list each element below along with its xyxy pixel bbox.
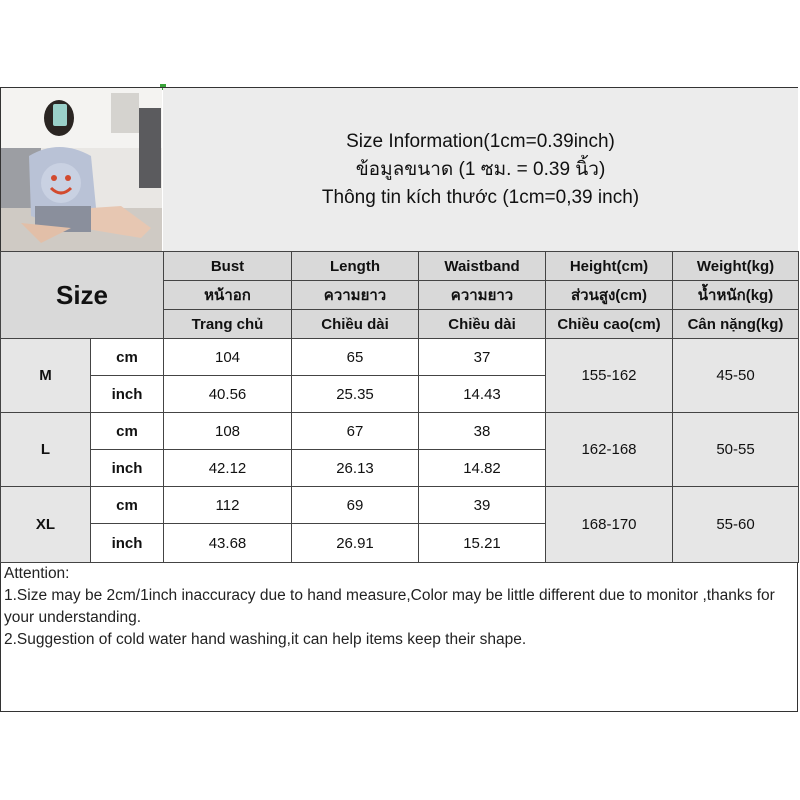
col-bust-th: หน้าอก (164, 281, 292, 310)
col-weight-en: Weight(kg) (673, 252, 799, 281)
product-photo-illustration (1, 88, 162, 251)
col-height-th: ส่วนสูง(cm) (546, 281, 673, 310)
table-row (1, 487, 799, 524)
size-label-l: L (1, 413, 91, 487)
unit-cm: cm (91, 487, 164, 524)
product-photo (1, 88, 162, 251)
title-panel (163, 88, 798, 251)
cell-length-cm: 67 (292, 413, 419, 450)
cell-height: 162-168 (546, 413, 673, 487)
table-row (1, 339, 799, 376)
cell-length-cm: 69 (292, 487, 419, 524)
col-length-en: Length (292, 252, 419, 281)
col-bust-en: Bust (164, 252, 292, 281)
unit-inch: inch (91, 524, 164, 563)
col-bust-vi: Trang chủ (164, 310, 292, 339)
cell-height: 155-162 (546, 339, 673, 413)
cell-waistband-cm: 38 (419, 413, 546, 450)
col-weight-th: น้ำหนัก(kg) (673, 281, 799, 310)
cell-bust-cm: 104 (164, 339, 292, 376)
cell-weight: 50-55 (673, 413, 799, 487)
size-header: Size (1, 252, 164, 339)
col-waistband-en: Waistband (419, 252, 546, 281)
notes-heading: Attention: (4, 565, 70, 582)
notes-line-2: 2.Suggestion of cold water hand washing,it can help items keep their shape. (4, 631, 527, 648)
col-length-th: ความยาว (292, 281, 419, 310)
cell-length-inch: 26.13 (292, 450, 419, 487)
cell-bust-inch: 42.12 (164, 450, 292, 487)
size-label-m: M (1, 339, 91, 413)
title-thai: ข้อมูลขนาด (1 ซม. = 0.39 นิ้ว) (355, 158, 606, 180)
unit-cm: cm (91, 339, 164, 376)
col-height-vi: Chiều cao(cm) (546, 310, 673, 339)
cell-bust-cm: 108 (164, 413, 292, 450)
cell-length-cm: 65 (292, 339, 419, 376)
cell-length-inch: 25.35 (292, 376, 419, 413)
col-weight-vi: Cân nặng(kg) (673, 310, 799, 339)
col-length-vi: Chiều dài (292, 310, 419, 339)
table-row (1, 413, 799, 450)
cell-bust-inch: 40.56 (164, 376, 292, 413)
cell-weight: 55-60 (673, 487, 799, 563)
unit-inch: inch (91, 450, 164, 487)
cell-length-inch: 26.91 (292, 524, 419, 563)
col-waistband-vi: Chiều dài (419, 310, 546, 339)
cell-bust-inch: 43.68 (164, 524, 292, 563)
unit-cm: cm (91, 413, 164, 450)
attention-notes (4, 563, 794, 651)
cell-waistband-inch: 14.82 (419, 450, 546, 487)
cell-weight: 45-50 (673, 339, 799, 413)
col-waistband-th: ความยาว (419, 281, 546, 310)
cell-waistband-inch: 15.21 (419, 524, 546, 563)
size-label-xl: XL (1, 487, 91, 563)
title-vietnamese: Thông tin kích thước (1cm=0,39 inch) (321, 186, 640, 208)
unit-inch: inch (91, 376, 164, 413)
cell-waistband-cm: 39 (419, 487, 546, 524)
cell-waistband-cm: 37 (419, 339, 546, 376)
cell-height: 168-170 (546, 487, 673, 563)
size-table (0, 251, 799, 563)
col-height-en: Height(cm) (546, 252, 673, 281)
cell-waistband-inch: 14.43 (419, 376, 546, 413)
notes-line-1: 1.Size may be 2cm/1inch inaccuracy due to hand measure,Color may be little different due to monitor ,thanks for your understanding. (4, 587, 780, 626)
title-english: Size Information(1cm=0.39inch) (346, 130, 615, 152)
cell-bust-cm: 112 (164, 487, 292, 524)
